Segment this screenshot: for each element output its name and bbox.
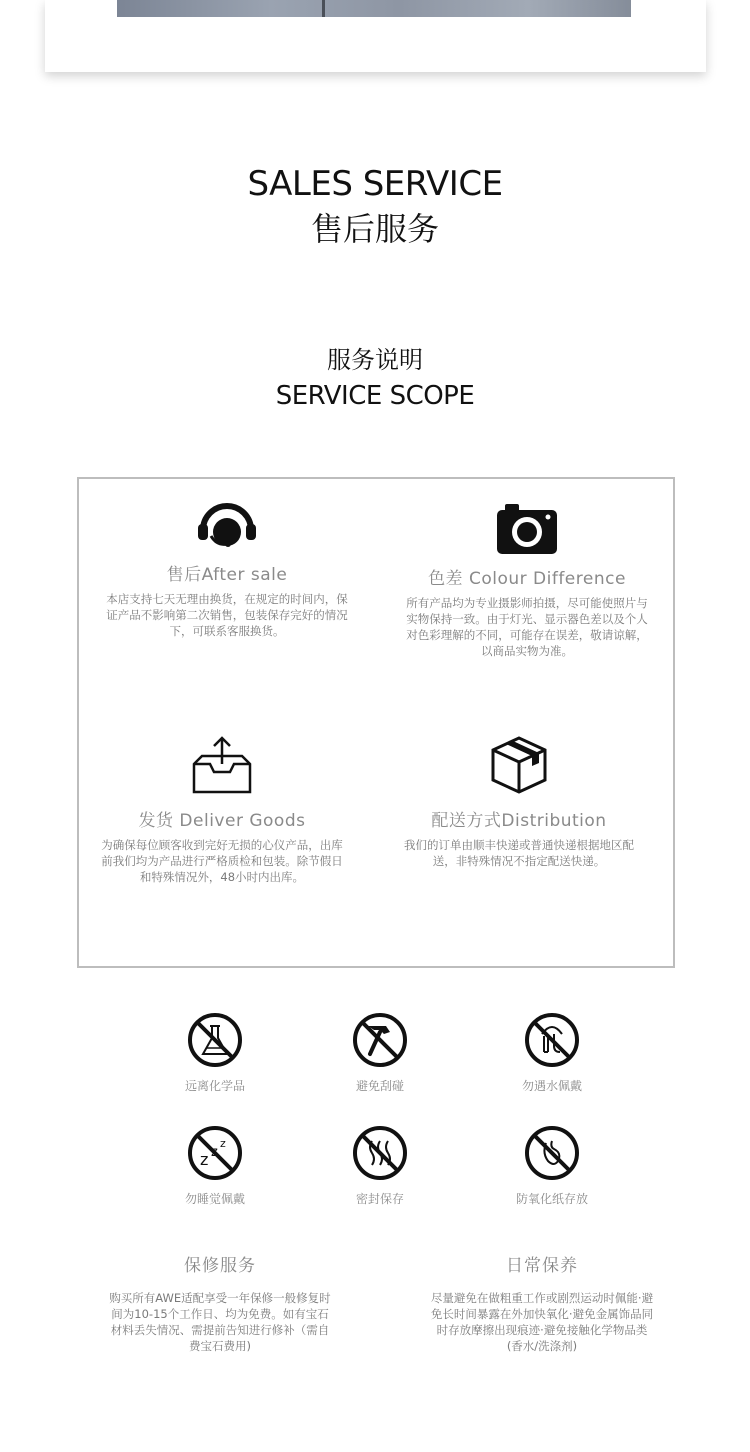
care-label: 勿睡觉佩戴 — [184, 1192, 245, 1206]
daily-maintenance — [422, 1251, 662, 1354]
maintenance-title: 日常保养 — [506, 1256, 578, 1276]
care-label: 勿遇水佩戴 — [521, 1079, 582, 1093]
care-item — [160, 1125, 270, 1207]
care-label: 避免刮碰 — [355, 1079, 404, 1093]
maintenance-desc: 尽量避免在做粗重工作或剧烈运动时佩能·避免长时间暴露在外加快氧化·避免金属饰品同时存放摩擦出现痕迹·避免接触化学物品类(香水/洗涤剂) — [430, 1291, 654, 1353]
care-item — [325, 1012, 435, 1094]
photo-detail — [322, 0, 325, 17]
feature-title: 售后After sale — [166, 565, 288, 585]
feature-title: 色差 Colour Difference — [428, 569, 626, 589]
care-item — [497, 1125, 607, 1207]
warranty-service — [100, 1251, 340, 1354]
subsection-title-cn: 服务说明 — [327, 346, 423, 374]
feature-after-sale — [92, 502, 362, 639]
no-air-icon — [352, 1125, 408, 1181]
feature-desc: 本店支持七天无理由换货，在规定的时间内，保证产品不影响第二次销售，包装保存完好的情况下，可联系客服换货。 — [106, 592, 348, 638]
section-title-en: SALES SERVICE — [247, 164, 503, 204]
product-photo — [117, 0, 631, 17]
outbox-icon — [190, 734, 254, 796]
no-chemicals-icon — [187, 1012, 243, 1068]
section-title-cn: 售后服务 — [310, 210, 439, 248]
warranty-title: 保修服务 — [184, 1256, 256, 1276]
headset-icon — [195, 502, 259, 550]
feature-colour-difference — [392, 502, 662, 659]
no-hammer-icon — [352, 1012, 408, 1068]
feature-title: 配送方式Distribution — [431, 811, 607, 831]
care-label: 密封保存 — [355, 1192, 404, 1206]
care-item — [160, 1012, 270, 1094]
feature-deliver-goods — [87, 734, 357, 885]
feature-title: 发货 Deliver Goods — [138, 811, 306, 831]
care-item — [497, 1012, 607, 1094]
package-icon — [489, 734, 549, 796]
feature-distribution — [384, 734, 654, 869]
feature-desc: 为确保每位顾客收到完好无损的心仪产品，出库前我们均为产品进行严格质检和包装。除节假日和特殊情况外，48小时内出库。 — [101, 838, 343, 884]
camera-icon — [497, 502, 557, 554]
warranty-desc: 购买所有AWE适配享受一年保修一般修复时间为10-15个工作日、均为免费。如有宝石材料丢失情况、需提前告知进行修补（需自费宝石费用) — [109, 1291, 331, 1353]
no-sleep-icon — [187, 1125, 243, 1181]
care-label: 远离化学品 — [184, 1079, 245, 1093]
no-water-icon — [524, 1012, 580, 1068]
feature-desc: 我们的订单由顺丰快递或普通快递根据地区配送，非特殊情况不指定配送快递。 — [404, 838, 634, 868]
care-label: 防氧化纸存放 — [515, 1192, 588, 1206]
no-oxidation-icon — [524, 1125, 580, 1181]
feature-desc: 所有产品均为专业摄影师拍摄，尽可能使照片与实物保持一致。由于灯光、显示器色差以及个人对色彩理解的不同，可能存在误差，敬请谅解，以商品实物为准。 — [406, 596, 648, 658]
svg-text:z: z — [200, 1150, 209, 1169]
care-item — [325, 1125, 435, 1207]
svg-text:z: z — [220, 1137, 226, 1150]
subsection-title-en: SERVICE SCOPE — [275, 381, 475, 411]
product-image-card — [45, 0, 706, 72]
